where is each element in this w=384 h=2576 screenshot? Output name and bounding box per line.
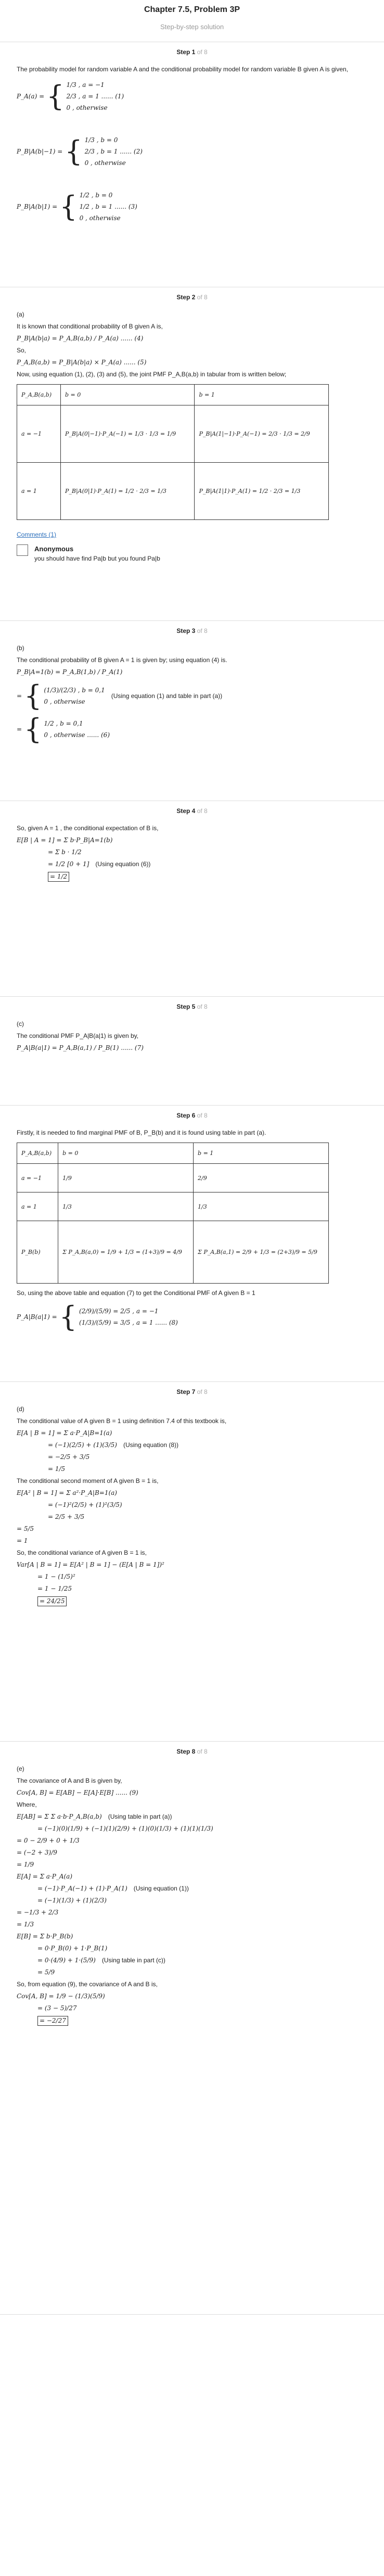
step-4: [0, 801, 384, 996]
cases-b: = { 1/2 , b = 0,1 0 , otherwise ...... (6): [17, 713, 110, 745]
comment-author: Anonymous: [34, 545, 74, 553]
equation-line: = 1/5: [48, 1465, 66, 1473]
step-text: The probability model for random variable A and the conditional probability model for random variable B given A is given,: [17, 66, 349, 73]
step-2: [0, 287, 384, 620]
equation-line: = 2/5 + 3/5: [48, 1513, 85, 1520]
equation-line: = 1/2 [0 + 1] (Using equation (6)): [48, 860, 151, 868]
part-label: (d): [17, 1405, 24, 1413]
equation-line: = (−2 + 3)/9: [17, 1849, 57, 1856]
step-heading: Step 5 of 8: [176, 1003, 208, 1010]
equation-line: Var[A | B = 1] = E[A² | B = 1] − (E[A | B = 1])²: [17, 1561, 164, 1568]
equation-line: = 5/5: [17, 1525, 34, 1532]
step-text: The conditional probability of B given A = 1 is given by; using equation (4) is.: [17, 656, 227, 664]
conditional-pmf: P_A|B(a|1) = { (2/9)/(5/9) = 2/5 , a = −1 (1/3)/(5/9) = 3/5 , a = 1 ...... (8): [17, 1300, 178, 1333]
step-heading: Step 3 of 8: [176, 627, 208, 635]
equation-line: E[A² | B = 1] = Σ a²·P_A|B=1(a): [17, 1489, 117, 1496]
equation-line: = (−1)·P_A(−1) + (1)·P_A(1) (Using equation (1)): [37, 1885, 189, 1892]
step-heading: Step 1 of 8: [176, 48, 208, 56]
step-5: [0, 996, 384, 1105]
step-text: The conditional PMF P_A|B(a|1) is given by,: [17, 1032, 139, 1039]
step-heading: Step 4 of 8: [176, 807, 208, 815]
comments-link[interactable]: Comments (1): [17, 531, 57, 538]
step-1: [0, 42, 384, 287]
equation: P_B|A=1(b) = P_A,B(1,b) / P_A(1): [17, 668, 123, 676]
equation-line: = 1/9: [17, 1861, 34, 1868]
equation-4: P_B|A(b|a) = P_A,B(a,b) / P_A(a) ...... (4): [17, 335, 144, 342]
page-subtitle: Step-by-step solution: [160, 23, 224, 31]
step-text: So, given A = 1 , the conditional expectation of B is,: [17, 824, 159, 832]
comment-text: you should have find Pa|b but you found Pa|b: [34, 555, 160, 562]
equation-line: = (−1)²(2/5) + (1)²(3/5): [48, 1501, 122, 1508]
step-text: So, using the above table and equation (7) to get the Conditional PMF of A given B = 1: [17, 1289, 255, 1297]
pmf-pa: P_A(a) = { 1/3 , a = −1 2/3 , a = 1 ...... (1) 0 , otherwise: [17, 80, 124, 112]
equation-line: = 5/9: [37, 1969, 55, 1976]
equation-line: = 0·P_B(0) + 1·P_B(1): [37, 1945, 108, 1952]
equation-line: = −1/3 + 2/3: [17, 1909, 59, 1916]
step-text: So, the conditional variance of A given B = 1 is,: [17, 1549, 147, 1556]
cases-a: = { (1/3)/(2/3) , b = 0,1 0 , otherwise (Using equation (1) and table in part (a)): [17, 679, 223, 712]
step-text: So,: [17, 347, 27, 354]
equation-line: E[B] = Σ b·P_B(b): [17, 1933, 73, 1940]
equation-line: = 0·(4/9) + 1·(5/9) (Using table in part (c)): [37, 1957, 165, 1964]
equation-line: E[A] = Σ a·P_A(a): [17, 1873, 72, 1880]
equation-line: = Σ b · 1/2: [48, 848, 82, 856]
step-text: It is known that conditional probability of B given A is,: [17, 323, 163, 330]
page-header: [0, 0, 384, 42]
step-7: [0, 1381, 384, 1741]
marginal-pmf-table: P_A,B(a,b) b = 0 b = 1 a = −1 1/9 2/9 a = 1 1/3 1/3 P_B(b) Σ P_A,B(a,0) = 1/9 + 1/3 = (1+3)/9 = 4/9 Σ P_A,B(a,1) = 2/9 + 1/3 = (2+3)/9 = 5/9: [17, 1143, 329, 1284]
step-3: [0, 620, 384, 801]
equation-line: = (3 − 5)/27: [37, 2004, 77, 2012]
step-heading: Step 8 of 8: [176, 1748, 208, 1755]
equation-line: = −2/27: [37, 2016, 367, 2026]
step-8: [0, 1741, 384, 2315]
pmf-pb-given-1: P_B|A(b|1) = { 1/2 , b = 0 1/2 , b = 1 ...... (3) 0 , otherwise: [17, 190, 137, 223]
equation-line: E[AB] = Σ Σ a·b·P_A,B(a,b) (Using table in part (a)): [17, 1813, 172, 1820]
pmf-pb-given-minus1: P_B|A(b|−1) = { 1/3 , b = 0 2/3 , b = 1 ...... (2) 0 , otherwise: [17, 135, 143, 168]
equation-line: E[B | A = 1] = Σ b·P_B|A=1(b): [17, 836, 113, 844]
equation-line: = 1: [17, 1537, 28, 1544]
step-text: The conditional second moment of A given B = 1 is,: [17, 1477, 159, 1484]
equation-7: P_A|B(a|1) = P_A,B(a,1) / P_B(1) ...... (7): [17, 1044, 144, 1051]
step-heading: Step 2 of 8: [176, 294, 208, 301]
part-label: (e): [17, 1765, 24, 1772]
step-text: The conditional value of A given B = 1 using definition 7.4 of this textbook is,: [17, 1417, 227, 1425]
joint-pmf-table: P_A,B(a,b) b = 0 b = 1 a = −1 P_B|A(0|−1)·P_A(−1) = 1/3 · 1/3 = 1/9 P_B|A(1|−1)·P_A(−1) = 2/3 · 1/3 = 2/9 a = 1 P_B|A(0|1)·P_A(1) = 1/2 · 2/3 = 1/3 P_B|A(1|1)·P_A(1) = 1/2 · 2/3 = 1/3: [17, 384, 329, 520]
step-text: So, from equation (9), the covariance of A and B is,: [17, 1981, 158, 1988]
equation-5: P_A,B(a,b) = P_B|A(b|a) × P_A(a) ...... (5): [17, 359, 147, 366]
avatar: [17, 544, 28, 556]
part-label: (b): [17, 644, 24, 652]
step-heading: Step 7 of 8: [176, 1388, 208, 1395]
step-6: [0, 1105, 384, 1381]
step-text: Now, using equation (1), (2), (3) and (5), the joint PMF P_A,B(a,b) in tabular from is written below;: [17, 371, 287, 378]
equation-line: = (−1)(1/3) + (1)(2/3): [37, 1897, 107, 1904]
step-text: The covariance of A and B is given by,: [17, 1777, 122, 1784]
equation-line: = (−1)(0)(1/9) + (−1)(1)(2/9) + (1)(0)(1/3) + (1)(1)(1/3): [37, 1825, 213, 1832]
step-heading: Step 6 of 8: [176, 1112, 208, 1119]
equation-line: = 1 − (1/5)²: [37, 1573, 75, 1580]
equation-line: = (−1)(2/5) + (1)(3/5) (Using equation (8)): [48, 1441, 179, 1449]
equation-line: = −2/5 + 3/5: [48, 1453, 90, 1461]
equation-line: = 1/2: [48, 872, 367, 882]
equation-line: = 24/25: [37, 1596, 367, 1606]
equation-line: = 1/3: [17, 1921, 34, 1928]
equation-9: Cov[A, B] = E[AB] − E[A]·E[B] ...... (9): [17, 1789, 138, 1796]
equation-line: = 1 − 1/25: [37, 1585, 72, 1592]
step-text: Firstly, it is needed to find marginal PMF of B, P_B(b) and it is found using table in part (a).: [17, 1129, 266, 1136]
comment: [17, 544, 367, 563]
step-text: Where,: [17, 1801, 37, 1808]
equation-line: Cov[A, B] = 1/9 − (1/3)(5/9): [17, 1993, 105, 2000]
equation-line: E[A | B = 1] = Σ a·P_A|B=1(a): [17, 1429, 112, 1437]
page-title: Chapter 7.5, Problem 3P: [144, 5, 240, 14]
part-label: (a): [17, 311, 24, 318]
part-label: (c): [17, 1020, 24, 1027]
equation-line: = 0 − 2/9 + 0 + 1/3: [17, 1837, 80, 1844]
